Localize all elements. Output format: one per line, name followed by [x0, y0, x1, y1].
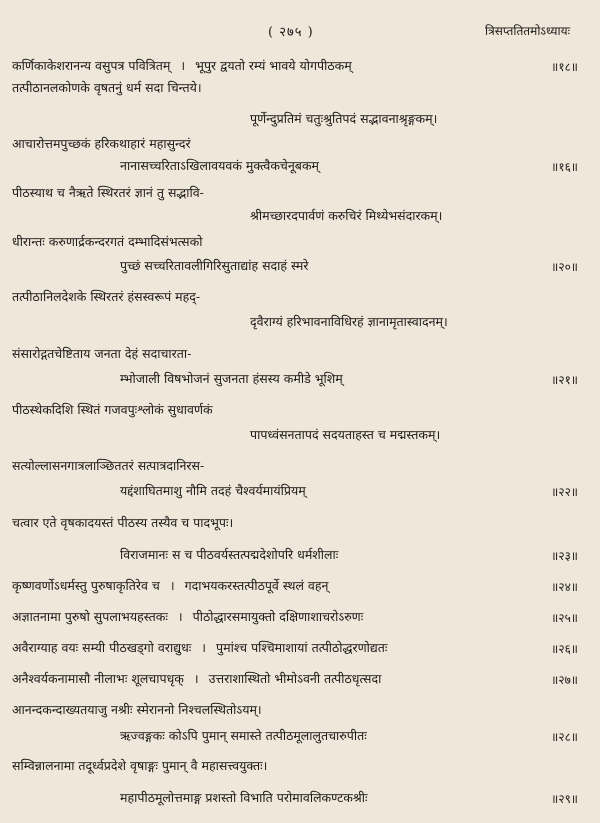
verse-half-a: कर्णिकाकेशरानन्य वसुपत्र पवित्रितम्	[12, 58, 171, 73]
danda-separator: ।	[193, 671, 199, 686]
verse-number: ॥२९॥	[551, 792, 578, 806]
verse-line: सम्विन्नालनामा तदूर्ध्वप्रदेशे वृषाङ्गः पुमान् वै महासत्त्वयुक्तः।	[12, 758, 268, 773]
verse-line: तत्पीठानिलदेशके स्थिरतरं हंसस्वरूपं महद्-	[12, 289, 201, 304]
verse-line	[12, 640, 387, 656]
verse-half-b: भूपुर द्वयतो रम्यं भावये योगपीठकम्	[195, 58, 352, 73]
verse-number: ॥२०॥	[551, 260, 578, 274]
verse-line: तत्पीठानलकोणके वृषतनुं धर्म सदा चिन्तये।	[12, 80, 202, 95]
verse-number: ॥१६॥	[551, 160, 578, 174]
verse-line: सत्योल्लासनगात्रलाञ्छिततरं सत्पात्रदानिरस-	[12, 458, 205, 473]
verse-half-a: अज्ञातनामा पुरुषो सुपलाभयहस्तकः	[12, 609, 168, 624]
verse-line: पीठस्थेकदिशि स्थितं गजवपुःश्लोकं सुधावर्णकं	[12, 402, 213, 417]
verse-line-indented: दृवैराग्यं हरिभावनाविधिरहं ज्ञानामृतास्वादनम्।	[250, 314, 448, 329]
verse-number: ॥२३॥	[551, 549, 578, 563]
verse-line: धीरान्तः करुणार्द्रकन्दरगतं दम्भादिसंभत्सको	[12, 234, 203, 249]
verse-number: ॥२६॥	[551, 642, 578, 656]
verse-line	[12, 578, 328, 594]
danda-separator: ।	[201, 640, 207, 655]
verse-half-b: उत्तराशास्थितो भीमोऽवनी तत्पीठधृत्सदा	[208, 671, 382, 686]
verse-line-indented: यद्दंशाघितमाशु नौमि तदहं चैश्वर्यमायंप्रियम्	[120, 483, 306, 498]
verse-line-indented: विराजमानः स च पीठवर्यस्तत्पद्मदेशोपरि धर्मशीलाः	[120, 547, 339, 562]
verse-half-a: अनैश्वर्यकनामासौ नीलाभः शूलचापधृक्	[12, 671, 184, 686]
verse-number: ॥२२॥	[551, 485, 578, 499]
verse-number: ॥२७॥	[551, 673, 578, 687]
verse-line: आचारोत्तमपुच्छकं हरिकथाहारं महासुन्दरं	[12, 136, 191, 151]
verse-number: ॥२१॥	[551, 373, 578, 387]
verse-line: पीठस्याथ च नैऋते स्थिरतरं ज्ञानं तु सद्भावि-	[12, 185, 204, 200]
verse-half-a: कृष्णवर्णोऽधर्मस्तु पुरुषाकृतिरेव च	[12, 578, 160, 593]
verse-half-b: गदाभयकरस्तत्पीठपूर्वे स्थलं वहन्	[184, 578, 329, 593]
danda-separator: ।	[169, 578, 175, 593]
verse-line-indented: पूर्णेन्दुप्रतिमं चतुःश्रुतिपदं सद्भावनाश्रृङ्गकम्।	[250, 111, 438, 126]
verse-line-indented: म्भोजाली विषभोजनं सुजनता हंसस्य कमीडे भूशिम्	[120, 371, 343, 386]
verse-line-indented: ऋज्वङ्गकः कोऽपि पुमान् समास्ते तत्पीठमूलालुतचारुपीतः	[120, 728, 367, 743]
verse-half-b: पीठोद्धारसमायुक्तो दक्षिणाशाचरोऽरुणः	[192, 609, 364, 624]
verse-line	[12, 671, 381, 687]
verse-half-a: अवैराग्याह वयः सम्यी पीठखड्गो वराद्युधः	[12, 640, 192, 655]
danda-separator: ।	[180, 58, 186, 73]
verse-number: ॥१८॥	[551, 60, 578, 74]
verse-line: चत्वार एते वृषकादयस्तं पीठस्य तस्यैव च पादभूपः।	[12, 515, 234, 530]
verse-line: आनन्दकन्दाख्यतयाजु नश्रीः स्मेराननो निश्चलस्थितोऽयम्।	[12, 702, 262, 717]
verse-number: ॥२४॥	[551, 580, 578, 594]
verse-line: संसारोद्गतचेष्टिताय जनता देहं सदाचारता-	[12, 346, 192, 361]
verse-line-indented: श्रीमच्छारदपार्वणं करुचिरं मिथ्येभसंदारकम्।	[250, 208, 443, 223]
verse-line-indented: नानासच्चरिताऽखिलावयवकं मुक्त्वैकचेनूबकम्	[120, 158, 320, 173]
danda-separator: ।	[177, 609, 183, 624]
verse-line-indented: पापध्वंसनतापदं सदयताहस्त च मद्मस्तकम्।	[250, 427, 441, 442]
verse-line-indented: महापीठमूलोत्तमाङ्ग प्रशस्तो विभाति परोमावलिकण्टकश्रीः	[120, 790, 368, 805]
verse-number: ॥२८॥	[551, 730, 578, 744]
verse-number: ॥२५॥	[551, 611, 578, 625]
chapter-heading: त्रिसप्ततितमोऽध्यायः	[484, 24, 570, 38]
verse-line-indented: पुच्छं सच्चरितावलीगिरिसुताद्यांह सदाहं स्मरे	[120, 258, 309, 273]
verse-line	[12, 58, 352, 74]
page-number: ( २७५ )	[268, 25, 314, 40]
verse-half-b: पुमांश्च पश्चिमाशायां तत्पीठोद्धरणोद्यतः	[216, 640, 388, 655]
verse-line	[12, 609, 363, 625]
